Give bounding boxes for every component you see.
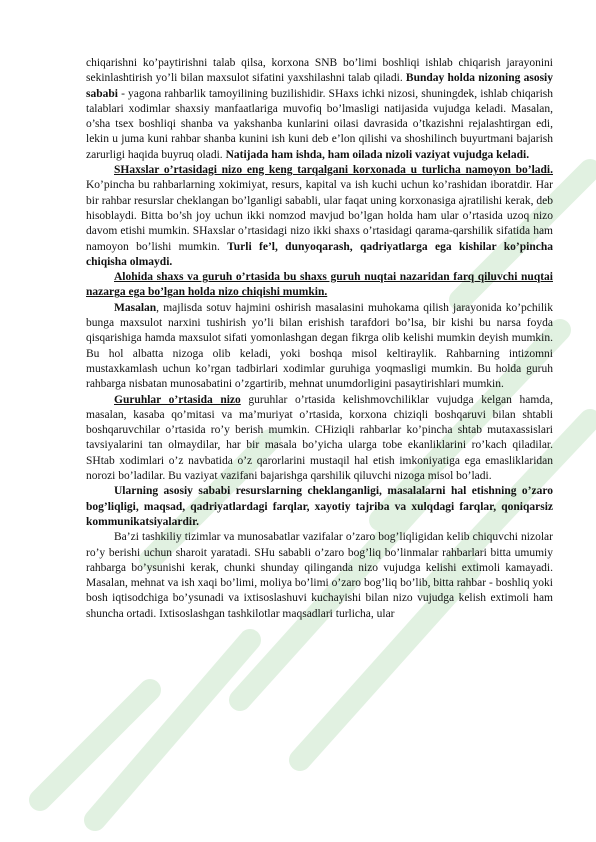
emphasis-run: Ularning asosiy sababi resurslarning cheklanganligi, masalalarni hal etishning o’zaro bog’liqligi, maqsad, qadriyatlardagi farqlar, xayotiy tajriba va xulqdagi farqlar, qoniqarsiz kommunikatsiyalardir.: [86, 485, 553, 528]
paragraph: [86, 270, 553, 301]
emphasis-run: Guruhlar o’rtasida nizo: [114, 393, 241, 406]
paragraph: [86, 56, 553, 163]
emphasis-run: Natijada ham ishda, ham oilada nizoli vaziyat vujudga keladi.: [225, 148, 530, 161]
emphasis-run: Bunday holda nizoning asosiy sababi: [86, 72, 553, 100]
text-run: Ko’pincha bu rahbarlarning xokimiyat, resurs, kapital va ish kuchi uchun ko’rashidan iboratdir. Har bir rahbar resurslar cheklangan bo’lganligi sababli, ular faqat uning korxonasiga ajratilishi kerak, deb hisoblaydi. Bitta bo’sh joy uchun ikki nomzod mavjud bo’lgan holda ham ular o’rtasida uzoq nizo davom etishi mumkin. SHaxslar o’rtasidagi nizo ikki shaxs o’rtasidagi qarama-qarshilik sifatida ham namoyon bo’lishi mumkin.: [86, 179, 553, 253]
watermark-stroke: [95, 640, 250, 820]
paragraph: [86, 163, 553, 270]
watermark-stroke: [40, 690, 150, 800]
emphasis-run: Alohida shaxs va guruh o’rtasida bu shaxs guruh nuqtai nazaridan farq qiluvchi nuqtai nazarga ega bo’lgan holda nizo chiqishi mumkin.: [86, 271, 553, 299]
emphasis-run: SHaxslar o’rtasidagi nizo eng keng tarqalgani korxonada u turlicha namoyon bo’ladi.: [114, 164, 553, 177]
paragraph: [86, 301, 553, 393]
document-body: [86, 56, 553, 622]
emphasis-run: Masalan: [114, 301, 157, 314]
paragraph: [86, 484, 553, 530]
paragraph: [86, 393, 553, 485]
text-run: guruhlar o’rtasida kelishmovchiliklar vujudga kelgan hamda, masalan, kasaba qo’mitasi va ma’muriyat o’rtasida, korxona chiziqli boshqaruvi bilan shtabli boshqaruvchilar o’rtasida ro’y berish mumkin. CHiziqli rahbarlar ko’pincha shtab mutaxassislari tavsiyalarini tan olmaydilar, har bir masala bo’yicha ularga tobe ekanliklarini ro’kach qiladilar. SHtab xodimlari o’z navbatida o’z qarorlarini mustaqil hal etish imkoniyatiga ega emasliklaridan norozi bo’ladilar. Bu vaziyat vazifani bajarishga qarshilik qiluvchi nizoga misol bo’ladi.: [86, 393, 554, 483]
text-run: , majlisda sotuv hajmini oshirish masalasini muhokama qilish jarayonida ko’pchilik bunga maxsulot narxini tushirish yo’li bilan erishish tarafdori bo’lsa, bir kishi bu narsa foyda qisqarishiga hamda maxsulot sifati yomonlashgan degan fikrga olib kelishi mumkin deyish mumkin. Bu hol albatta nizoga olib keladi, yoki boshqa misol keltiraylik. Rahbarning intizomni mustaxkamlash uchun ko’rgan tadbirlari xodimlar guruhiga yoqmasligi mumkin. Bu holda guruh rahbarga nisbatan munosabatini o’zgartirib, mehnat unumdorligini pasaytirishlari mumkin.: [86, 301, 553, 391]
text-run: - yagona rahbarlik tamoyilining buzilishidir. SHaxs ichki nizosi, shuningdek, ishlab chiqarish talablari xodimlar shaxsiy manfaatlariga muvofiq bo’lmasligi natijasida vujudga keladi. Masalan, o’sha tsex boshliqi shanba va yakshanba kunlarini oilasi davrasida o’tkazishni rejalashtirgan edi, lekin u juma kuni rahbar shanba kunini ish kuni deb e’lon qilishi va shoshilinch buyurtmani bajarish zarurligi haqida buyruq oladi.: [86, 87, 553, 161]
text-run: Ba’zi tashkiliy tizimlar va munosabatlar vazifalar o’zaro bog’liqligidan kelib chiquvchi nizolar ro’y berishi uchun sharoit yaratadi. SHu sababli o’zaro bog’liq bo’linmalar rahbarlari bitta umumiy rahbarga bo’ysunishi kerak, chunki shunday qilinganda nizo vujudga kelishi extimoli kamayadi. Masalan, mehnat va ish xaqi bo’limi, moliya bo’limi o’zaro bog’liq bo’lib, bitta rahbar - boshliq yoki bosh iqtisodchiga bo’ysunadi va ixtisoslashuvi kuchayishi bilan nizo vujudga kelish extimoli ham shuncha ortadi. Ixtisoslashgan tashkilotlar maqsadlari turlicha, ular: [86, 531, 553, 620]
text-run: chiqarishni ko’paytirishni talab qilsa, korxona SNB bo’limi boshliqi ishlab chiqarish jarayonini sekinlashtirish yo’li bilan maxsulot sifatini yaxshilashni talab qiladi.: [86, 57, 553, 85]
emphasis-run: Turli fe’l, dunyoqarash, qadriyatlarga ega kishilar ko’pincha chiqisha olmaydi.: [86, 240, 553, 268]
paragraph: [86, 530, 553, 622]
